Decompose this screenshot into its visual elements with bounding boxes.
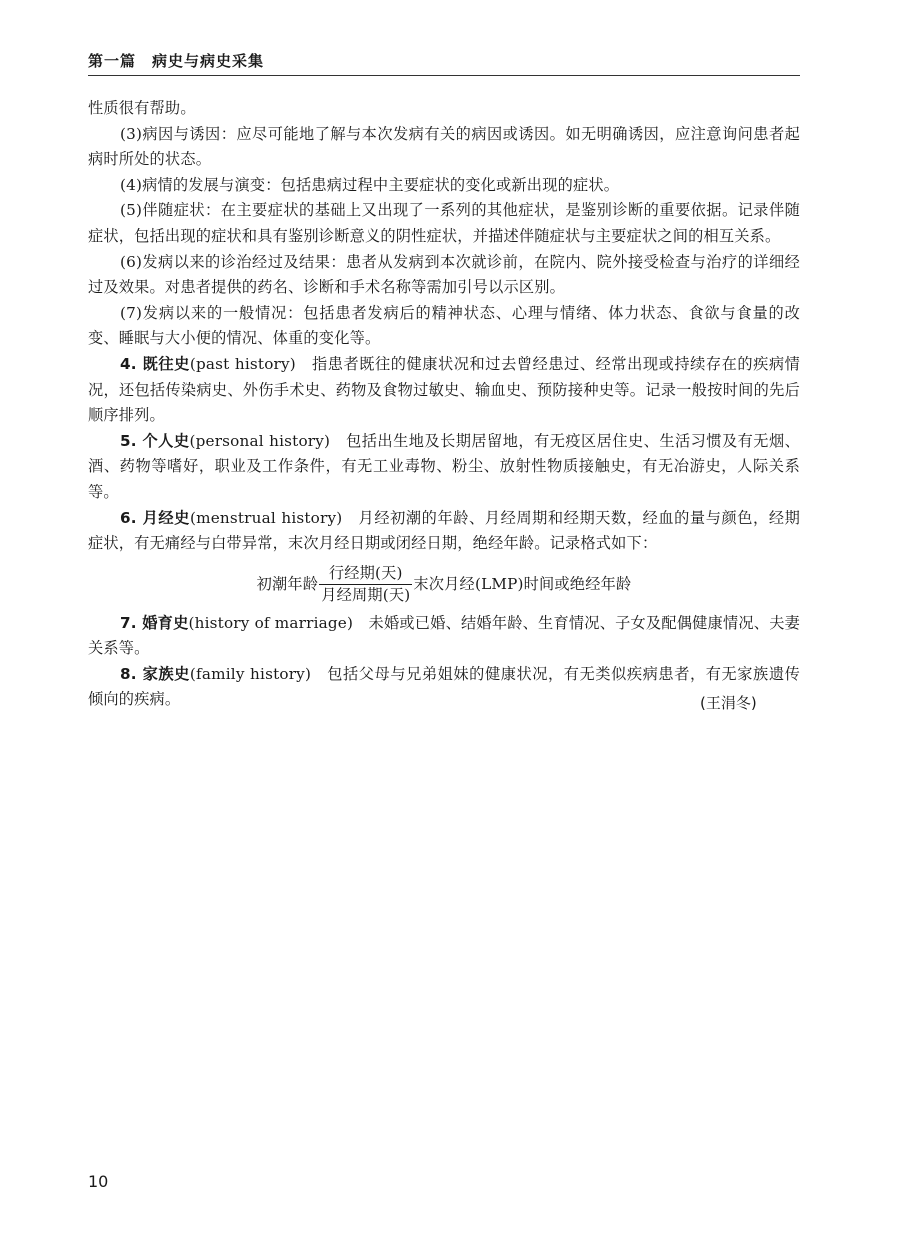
header-rule [88, 75, 800, 76]
paragraph-development: (4)病情的发展与演变：包括患病过程中主要症状的变化或新出现的症状。 [120, 175, 620, 194]
section-title: 7. 婚育史 [120, 613, 189, 632]
section-family-history [88, 662, 800, 713]
paragraph-accompanying-symptoms: (5)伴随症状：在主要症状的基础上又出现了一系列的其他症状，是鉴别诊断的重要依据。记录伴随症状，包括出现的症状和具有鉴别诊断意义的阴性症状，并描述伴随症状与主要症状之间的相互关系。 [88, 201, 800, 245]
formula-numerator: 行经期(天) [328, 564, 403, 583]
section-english: (history of marriage) [188, 613, 354, 632]
section-body: 包括出生地及长期居留地，有无疫区居住史、生活习惯及有无烟、酒、药物等嗜好，职业及工作条件，有无工业毒物、粉尘、放射性物质接触史，有无冶游史，人际关系等。 [88, 431, 801, 501]
section-menstrual-history [88, 506, 800, 557]
section-personal-history [88, 429, 800, 506]
section-body: 月经初潮的年龄、月经周期和经期天数，经血的量与颜色，经期症状，有无痛经与白带异常，末次月经日期或闭经日期，绝经年龄。记录格式如下： [88, 508, 800, 553]
paragraph-continuation: 性质很有帮助。 [88, 99, 196, 117]
formula-denominator: 月经周期(天) [321, 586, 411, 605]
section-title: 5. 个人史 [120, 431, 190, 450]
section-past-history [88, 352, 800, 429]
formula-right: 末次月经(LMP)时间或绝经年龄 [413, 574, 632, 593]
section-title: 8. 家族史 [120, 664, 190, 683]
author-credit: (王涓冬) [700, 694, 757, 712]
formula-left: 初潮年龄 [256, 574, 319, 593]
paragraph-cause: (3)病因与诱因：应尽可能地了解与本次发病有关的病因或诱因。如无明确诱因，应注意询问患者起病时所处的状态。 [88, 124, 800, 169]
paragraph-treatment-history: (6)发病以来的诊治经过及结果：患者从发病到本次就诊前，在院内、院外接受检查与治疗的详细经过及效果。对患者提供的药名、诊断和手术名称等需加引号以示区别。 [88, 252, 800, 297]
section-english: (menstrual history) [189, 508, 343, 527]
section-english: (family history) [189, 664, 312, 683]
running-header: 第一篇 病史与病史采集 [88, 52, 265, 70]
section-english: (personal history) [189, 431, 331, 450]
section-body: 包括父母与兄弟姐妹的健康状况，有无类似疾病患者，有无家族遗传倾向的疾病。 [88, 664, 800, 709]
paragraph-general-condition: (7)发病以来的一般情况：包括患者发病后的精神状态、心理与情绪、体力状态、食欲与食量的改变、睡眠与大小便的情况、体重的变化等。 [88, 303, 800, 348]
section-marriage-history [88, 611, 800, 662]
page-number: 10 [88, 1172, 109, 1191]
section-title: 4. 既往史 [120, 354, 190, 373]
page-body [88, 96, 800, 713]
section-title: 6. 月经史 [120, 508, 190, 527]
menstrual-formula [88, 561, 800, 609]
section-english: (past history) [189, 354, 296, 373]
formula-fraction [319, 563, 412, 606]
section-body: 未婚或已婚、结婚年龄、生育情况、子女及配偶健康情况、夫妻关系等。 [88, 613, 800, 658]
section-body: 指患者既往的健康状况和过去曾经患过、经常出现或持续存在的疾病情况，还包括传染病史、外伤手术史、药物及食物过敏史、输血史、预防接种史等。记录一般按时间的先后顺序排列。 [88, 354, 801, 425]
